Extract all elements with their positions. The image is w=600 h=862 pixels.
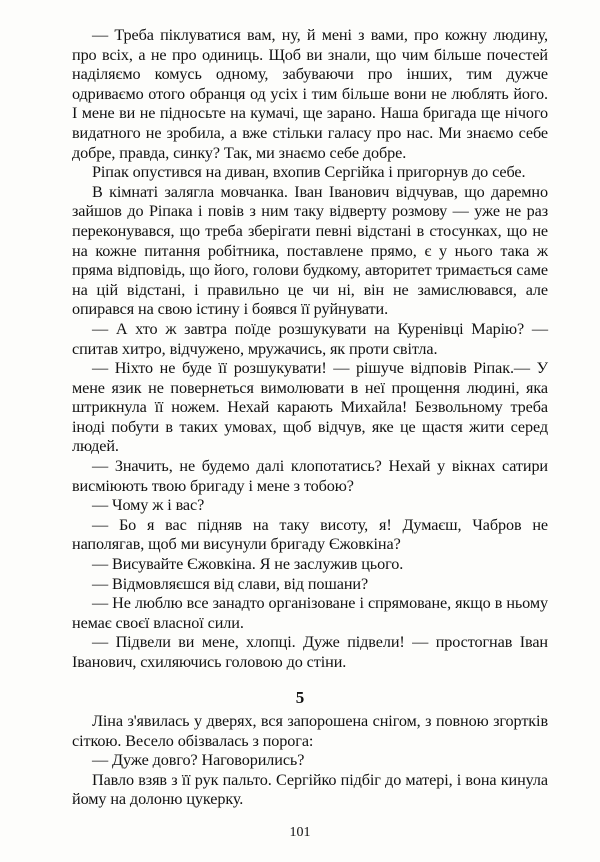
text-block-before-chapter xyxy=(72,26,548,673)
paragraph: — А хто ж завтра поїде розшукувати на Куренівці Марію? — спитав хитро, відчужено, мружачись, як проти світла. xyxy=(72,319,548,358)
chapter-number: 5 xyxy=(295,688,305,707)
paragraph: — Дуже довго? Наговорились? xyxy=(92,751,305,770)
paragraph: — Не люблю все занадто організоване і спрямоване, якщо в ньому немає своєї власної сили. xyxy=(72,594,548,632)
paragraph: — Підвели ви мене, хлопці. Дуже підвели! — простогнав Іван Іванович, схиляючись головою до стіни. xyxy=(72,633,548,671)
paragraph: — Значить, не будемо далі клопотатись? Нехай у вікнах сатири висміюють твою бригаду і мене з тобою? xyxy=(72,457,548,495)
text-block-after-chapter xyxy=(72,712,548,810)
page-number: 101 xyxy=(289,825,311,840)
paragraph: — Відмовляєшся від слави, від пошани? xyxy=(92,574,369,593)
paragraph: — Чому ж і вас? xyxy=(92,496,205,515)
paragraph: Павло взяв з її рук пальто. Сергійко підбіг до матері, і вона кинула йому на долоню цукерку. xyxy=(72,770,548,809)
paragraph: Ріпак опустився на диван, вхопив Сергійка і пригорнув до себе. xyxy=(92,163,526,182)
paragraph: — Треба піклуватися вам, ну, й мені з вами, про кожну людину, про всіх, а не про одиниць. Щоб ви знали, що чим більше почестей наділяємо комусь одному, забуваючи про інших, тим дужче одриваємо отого обранця од усіх і тим більше вони не люблять його. І мене ви не підносьте на кумачі, ще зарано. Наша бригада ще нічого видатного не зробила, а вже стільки галасу про нас. Ми знаємо себе добре, правда, синку? Так, ми знаємо себе добре. xyxy=(72,26,548,162)
paragraph: — Висувайте Єжовкіна. Я не заслужив цього. xyxy=(92,555,404,574)
paragraph: — Бо я вас підняв на таку висоту, я! Думаєш, Чабров не наполягав, щоб ми висунули бригаду Єжовкіна? xyxy=(72,515,548,554)
paragraph: Ліна з'явилась у дверях, вся запорошена снігом, з повною згортків сіткою. Весело обізвалась з порога: xyxy=(72,712,548,750)
paragraph: В кімнаті залягла мовчанка. Іван Іванович відчував, що даремно зайшов до Ріпака і повів з ним таку відверту розмову — уже не раз переконувався, що треба зберігати певні відстані в стосунках, що не на кожне питання робітника, поставлене прямо, є у нього така ж пряма відповідь, що його, голови будкому, авторитет тримається саме на цій відстані, і правильно це чи ні, він не замислювався, але опирався на свою істину і боявся її руйнувати. xyxy=(72,182,548,319)
paragraph: — Ніхто не буде її розшукувати! — рішуче відповів Ріпак.— У мене язик не повернеться вимолювати в неї прощення людині, яка штрикнула її ножем. Нехай карають Михайла! Безвольному треба іноді побути в таких умовах, щоб відчув, яке це щастя жити серед людей. xyxy=(72,359,548,456)
